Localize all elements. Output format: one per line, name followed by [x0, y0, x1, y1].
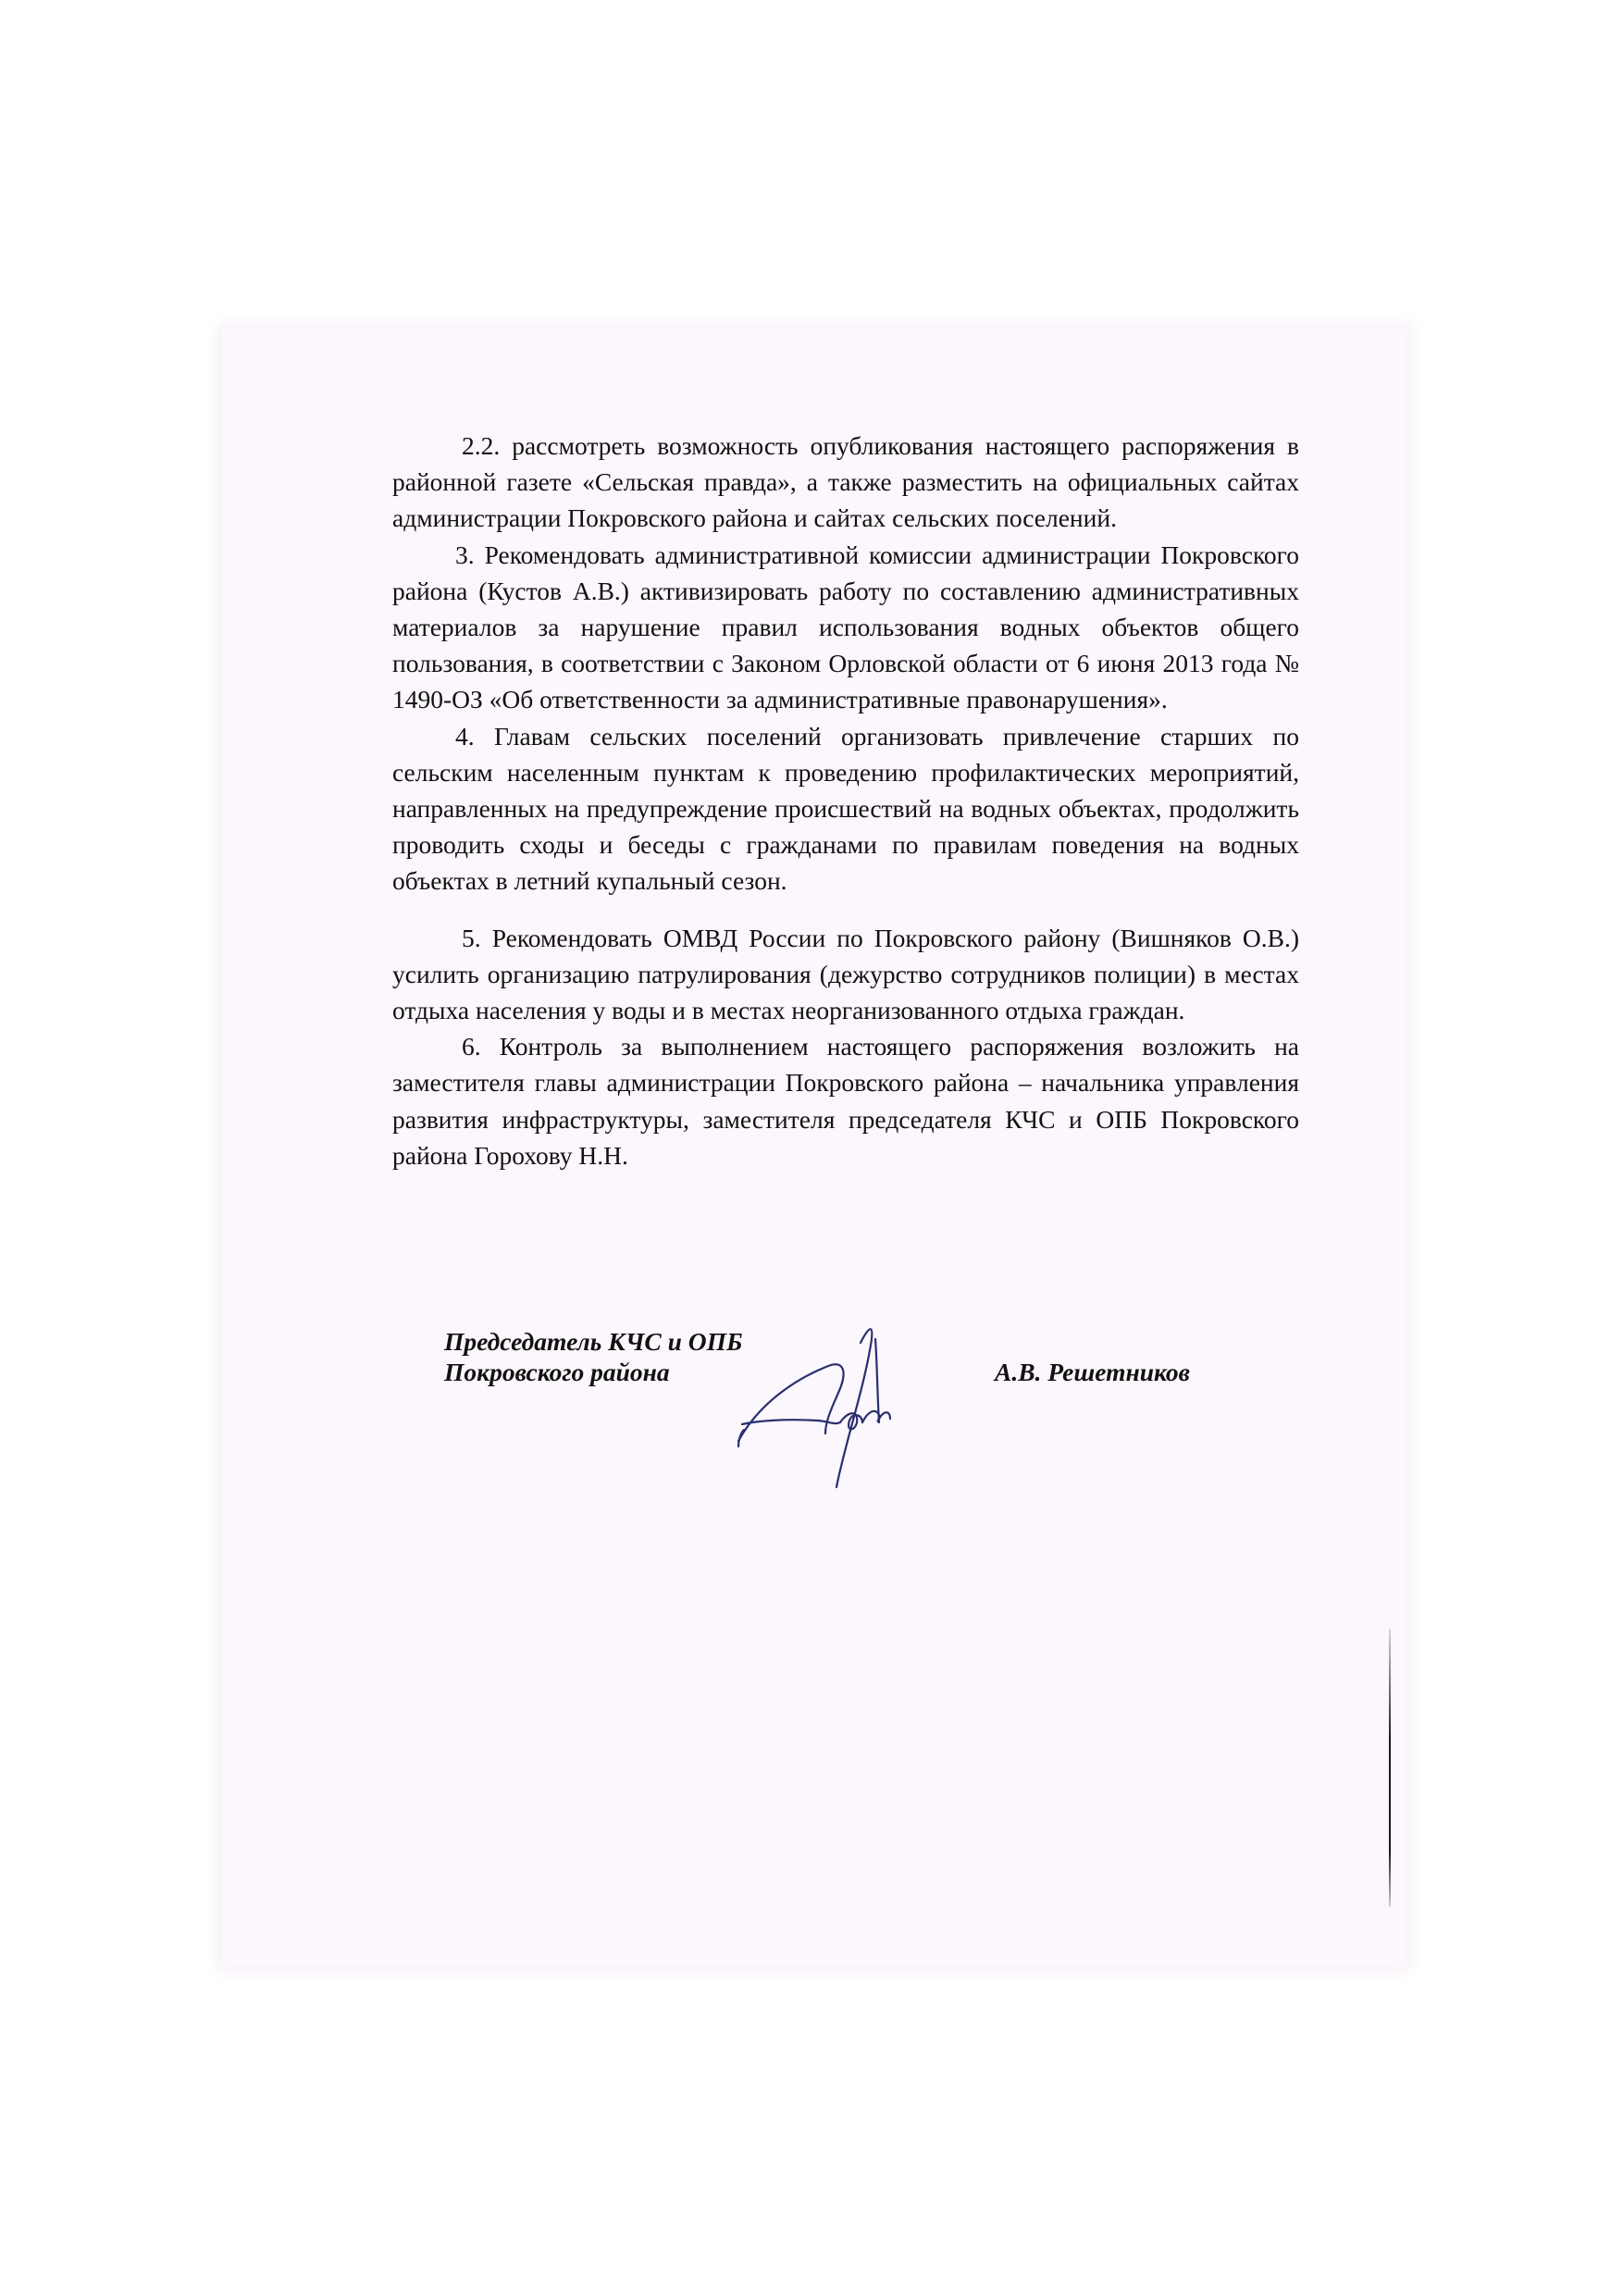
signature-stroke: [836, 1329, 872, 1487]
document-body: [392, 428, 1299, 1173]
paragraph-3: 3. Рекомендовать административной комиссии администрации Покровского района (Кустов А.В.) активизировать работу по составлению административных материалов за нарушение правил использования водных объектов общего пользования, в соответствии с Законом Орловской области от 6 июня 2013 года № 1490-ОЗ «Об ответственности за административные правонарушения».: [392, 540, 1299, 714]
signature-stroke: [742, 1420, 840, 1424]
signatory-name: А.В. Решетников: [995, 1358, 1190, 1386]
signature-stroke: [862, 1411, 890, 1422]
signature-stroke: [738, 1364, 844, 1441]
paragraph-4: 4. Главам сельских поселений организовать привлечение старших по сельским населенным пунктам к проведению профилактических мероприятий, направленных на предупреждение происшествий на водных объектах, продолжить проводить сходы и беседы с гражданами по правилам поведения на водных объектах в летний купальный сезон.: [392, 721, 1299, 896]
signature-stroke: [738, 1430, 744, 1446]
paragraph-6: 6. Контроль за выполнением настоящего распоряжения возложить на заместителя главы администрации Покровского района – начальника управления развития инфраструктуры, заместителя председателя КЧС и ОПБ Покровского района Горохову Н.Н.: [392, 1032, 1299, 1170]
signatory-title-line2: Покровского района: [444, 1358, 670, 1386]
handwritten-signature: [722, 1319, 962, 1504]
signature-stroke: [875, 1339, 879, 1422]
paragraph-2-2: 2.2. рассмотреть возможность опубликования настоящего распоряжения в районной газете «Сельская правда», а также разместить на официальных сайтах администрации Покровского района и сайтах сельских поселений.: [392, 431, 1299, 533]
paragraph-5: 5. Рекомендовать ОМВД России по Покровского району (Вишняков О.В.) усилить организацию патрулирования (дежурство сотрудников полиции) в местах отдыха населения у воды и в местах неорганизованного отдыха граждан.: [392, 923, 1299, 1025]
scan-edge-line: [1389, 1629, 1391, 1906]
signatory-title-line1: Председатель КЧС и ОПБ: [444, 1327, 743, 1356]
signatory-title: [444, 1326, 743, 1387]
